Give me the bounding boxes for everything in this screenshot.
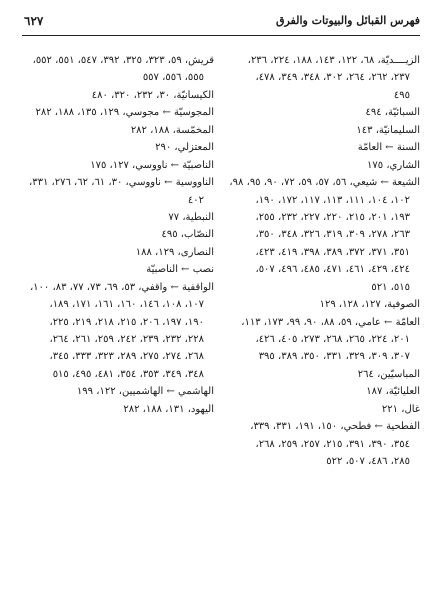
index-entry: العليائيّة، ١٨٧ (366, 386, 420, 398)
index-entry: العامّة ← عامي، ٥٩، ٨٨، ٩٠، ٩٩، ١٧٣، ١١٣، (241, 316, 420, 328)
index-entry: اليهود، ١٣١، ١٨٨، ٢٨٢ (123, 403, 214, 415)
index-continuation-line: ١٠٧، ١٠٨، ١٤٦، ١٦٠، ١٦١، ١٧١، ١٨٩، (49, 299, 204, 311)
header-rule (22, 35, 420, 36)
index-entry: الصوفية، ١٢٧، ١٢٨، ١٢٩ (319, 299, 420, 311)
index-continuation-line: ٢٨٥، ٤٨٦، ٥٠٧، ٥٢٢ (326, 456, 410, 468)
index-continuation-line: ١٩٣، ٢٠١، ٢١٥، ٢٢٠، ٢٢٧، ٢٣٢، ٢٥٥، (255, 211, 410, 223)
index-entry: الهاشمي ← الهاشميين، ١٢٢، ١٩٩ (76, 386, 214, 398)
index-continuation-line: ٣٥٤، ٣٩٠، ٣٩١، ٢١٥، ٢٥٧، ٢٥٩، ٢٦٨، (255, 438, 410, 450)
index-entry: الناصبيّة ← ناووسي، ١٢٧، ١٧٥ (90, 159, 214, 171)
index-entry: السليمانيّة، ١٤٣ (356, 124, 420, 136)
index-continuation-line: ١٠٢، ١٠٤، ١١١، ١١٣، ١١٧، ١٧٢، ١٩٠، (255, 194, 410, 206)
index-entry: السنة ← العامّة (357, 142, 420, 154)
index-entry: النبطية، ٧٧ (168, 211, 214, 223)
index-entry: الزيــــديّة، ٦٨، ١٢٢، ١٤٣، ١٨٨، ٢٢٤، ٢٣٦، (247, 55, 420, 66)
index-entry: الواقفية ← واقفي، ٥٣، ٦٩، ٧٣، ٧٧، ٨٣، ١٠٠، (29, 281, 214, 293)
index-entry: المباسيّين، ٢٦٤ (357, 368, 420, 380)
index-entry: النصارى، ١٢٩، ١٨٨ (135, 246, 214, 258)
index-entry: الفطحية ← فطحي، ١٥٠، ١٩١، ٣٣١، ٣٣٩، (250, 421, 420, 433)
page-number: ٦٢٧ (24, 14, 44, 28)
index-continuation-line: ٥٥٥، ٥٥٦، ٥٥٧ (142, 72, 204, 84)
index-entry: المخمّسة، ١٨٨، ٢٨٢ (130, 124, 214, 136)
index-continuation-line: ٤٩٥ (393, 89, 410, 101)
index-continuation-line: ٢٦٨، ٢٧٤، ٢٧٥، ٢٨٩، ٣٢٣، ٣٣٣، ٣٤٥، (49, 351, 204, 363)
index-entry: نصب ← الناصبيّة (146, 264, 214, 276)
index-column-right (224, 52, 420, 471)
index-entry: غال، ٢٢١ (381, 403, 420, 415)
index-entry: المعتزلي، ٢٩٠ (155, 142, 214, 154)
index-continuation-line: ٢٦٣، ٢٧٨، ٣٠٩، ٣١٩، ٣٢٦، ٣٤٨، ٣٥٠، (255, 229, 410, 241)
page-title: فهرس القبائل والبيوتات والفرق (275, 14, 420, 27)
index-continuation-line: ٢٠١، ٢٢٤، ٢٦٥، ٢٦٨، ٢٧٣، ٤٠٥، ٤٢٦، (255, 334, 410, 345)
index-entry: قريش، ٥٩، ٣٢٣، ٣٢٥، ٣٩٢، ٥٤٧، ٥٥١، ٥٥٢، (32, 55, 214, 66)
index-continuation-line: ٤٠٢ (187, 194, 204, 206)
running-header (24, 14, 420, 32)
index-continuation-line: ٢٢٨، ٢٣٢، ٢٣٩، ٢٤٢، ٢٥٩، ٢٦١، ٢٦٤، (49, 334, 204, 345)
index-entry: الشاري، ١٧٥ (367, 159, 420, 171)
index-continuation-line: ٤٢٤، ٤٢٩، ٤٦١، ٤٧١، ٤٨٥، ٤٩٦، ٥٠٧، (255, 264, 410, 276)
index-entry: النصّاب، ٤٩٥ (161, 229, 214, 241)
index-entry: الكيسانيّة، ٣٠، ٢٣٢، ٣٢٠، ٤٨٠ (91, 89, 214, 101)
index-column-left (18, 52, 214, 418)
index-entry: الناووسية ← ناووسي، ٣٠، ٦١، ٦٢، ٢٧٦، ٣٣١، (28, 177, 214, 189)
index-continuation-line: ٢٣٧، ٢٦٢، ٢٦٤، ٣٠٢، ٣٤٨، ٣٤٩، ٤٧٨، (255, 72, 410, 84)
index-continuation-line: ٣٤٨، ٣٤٩، ٣٥٣، ٣٥٤، ٤٨١، ٤٩٥، ٥١٥ (52, 368, 204, 380)
index-continuation-line: ١٩٠، ١٩٧، ٢٠٦، ٢١٥، ٢١٨، ٢١٩، ٢٢٥، (49, 316, 204, 328)
index-entry: المجوسيّة ← مجوسي، ١٢٩، ١٣٥، ١٨٨، ٢٨٢ (35, 107, 214, 119)
index-continuation-line: ٣٠٧، ٣٠٩، ٣٢٩، ٣٣١، ٣٥٠، ٣٨٩، ٣٩٥ (258, 351, 410, 363)
index-continuation-line: ٥١٥، ٥٢١ (371, 281, 410, 293)
index-entry: السبائيّة، ٤٩٤ (365, 107, 420, 119)
index-continuation-line: ٣٥١، ٣٧١، ٣٧٢، ٣٨٩، ٣٩٨، ٤١٩، ٤٢٣، (255, 246, 410, 258)
index-entry: الشيعة ← شيعي، ٥٦، ٥٧، ٥٩، ٧٢، ٩٠، ٩٥، ٩٨، (229, 177, 420, 189)
